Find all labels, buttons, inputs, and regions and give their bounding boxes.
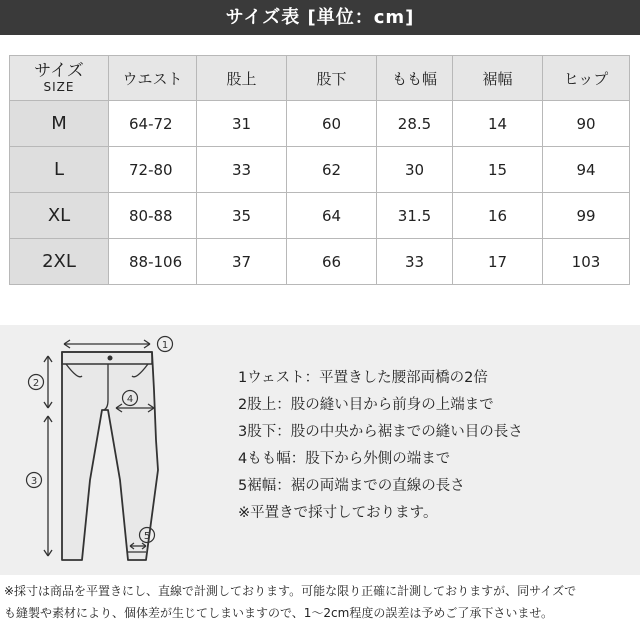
hem-cell: 16 — [453, 193, 543, 239]
legend-item-inseam: 3股下：股の中央から裾までの縫い目の長さ — [238, 424, 523, 440]
table-header-row — [10, 56, 630, 101]
thigh-cell: 31.5 — [377, 193, 453, 239]
inseam-cell: 64 — [287, 193, 377, 239]
hip-cell: 99 — [543, 193, 630, 239]
button-icon — [108, 356, 113, 361]
waist-cell: 88-106 — [109, 239, 197, 285]
size-cell: M — [10, 101, 109, 147]
marker-5-label: 5 — [143, 531, 151, 542]
marker-2-label: 2 — [32, 378, 40, 389]
hip-cell: 103 — [543, 239, 630, 285]
waist-cell: 64-72 — [109, 101, 197, 147]
rise-cell: 33 — [197, 147, 287, 193]
inseam-cell: 60 — [287, 101, 377, 147]
hem-cell: 14 — [453, 101, 543, 147]
table-row — [10, 101, 630, 147]
measurement-legend — [238, 365, 638, 527]
rise-cell: 37 — [197, 239, 287, 285]
thigh-cell: 28.5 — [377, 101, 453, 147]
header-size-sublabel: SIZE — [43, 79, 75, 94]
waist-cell: 72-80 — [109, 147, 197, 193]
page-title: サイズ表 [単位：cm] — [0, 0, 640, 35]
header-size-label: サイズ — [34, 60, 84, 81]
hem-cell: 15 — [453, 147, 543, 193]
table-row — [10, 239, 630, 285]
size-cell: L — [10, 147, 109, 193]
legend-item-thigh: 4もも幅：股下から外側の端まで — [238, 451, 451, 467]
pants-diagram — [20, 330, 190, 570]
thigh-cell: 33 — [377, 239, 453, 285]
table-row — [10, 193, 630, 239]
marker-3-label: 3 — [30, 476, 38, 487]
footnote-line: ※採寸は商品を平置きにし、直線で計測しております。可能な限り正確に計測しておりますが、同サイズで — [4, 584, 577, 598]
header-thigh: もも幅 — [377, 56, 453, 101]
size-cell: XL — [10, 193, 109, 239]
header-rise: 股上 — [197, 56, 287, 101]
hip-cell: 90 — [543, 101, 630, 147]
legend-item-note: ※平置きで採寸しております。 — [238, 505, 438, 521]
size-table — [9, 55, 630, 285]
header-inseam: 股下 — [287, 56, 377, 101]
header-waist: ウエスト — [109, 56, 197, 101]
inseam-cell: 62 — [287, 147, 377, 193]
waist-cell: 80-88 — [109, 193, 197, 239]
header-hem: 裾幅 — [453, 56, 543, 101]
footnote — [4, 580, 638, 624]
marker-4-label: 4 — [126, 394, 134, 405]
header-size — [10, 56, 109, 101]
header-hip: ヒップ — [543, 56, 630, 101]
inseam-cell: 66 — [287, 239, 377, 285]
hip-cell: 94 — [543, 147, 630, 193]
table-row — [10, 147, 630, 193]
footnote-line: も縫製や素材により、個体差が生じてしまいますので、1〜2cm程度の誤差は予めご了承下さいませ。 — [4, 606, 553, 620]
legend-item-rise: 2股上：股の縫い目から前身の上端まで — [238, 397, 494, 413]
rise-cell: 35 — [197, 193, 287, 239]
hem-cell: 17 — [453, 239, 543, 285]
legend-item-hem: 5裾幅：裾の両端までの直線の長さ — [238, 478, 465, 494]
size-cell: 2XL — [10, 239, 109, 285]
measurement-guide — [0, 325, 640, 575]
thigh-cell: 30 — [377, 147, 453, 193]
legend-item-waist: 1ウェスト：平置きした腰部両橋の2倍 — [238, 370, 488, 386]
marker-1-label: 1 — [161, 340, 169, 351]
rise-cell: 31 — [197, 101, 287, 147]
